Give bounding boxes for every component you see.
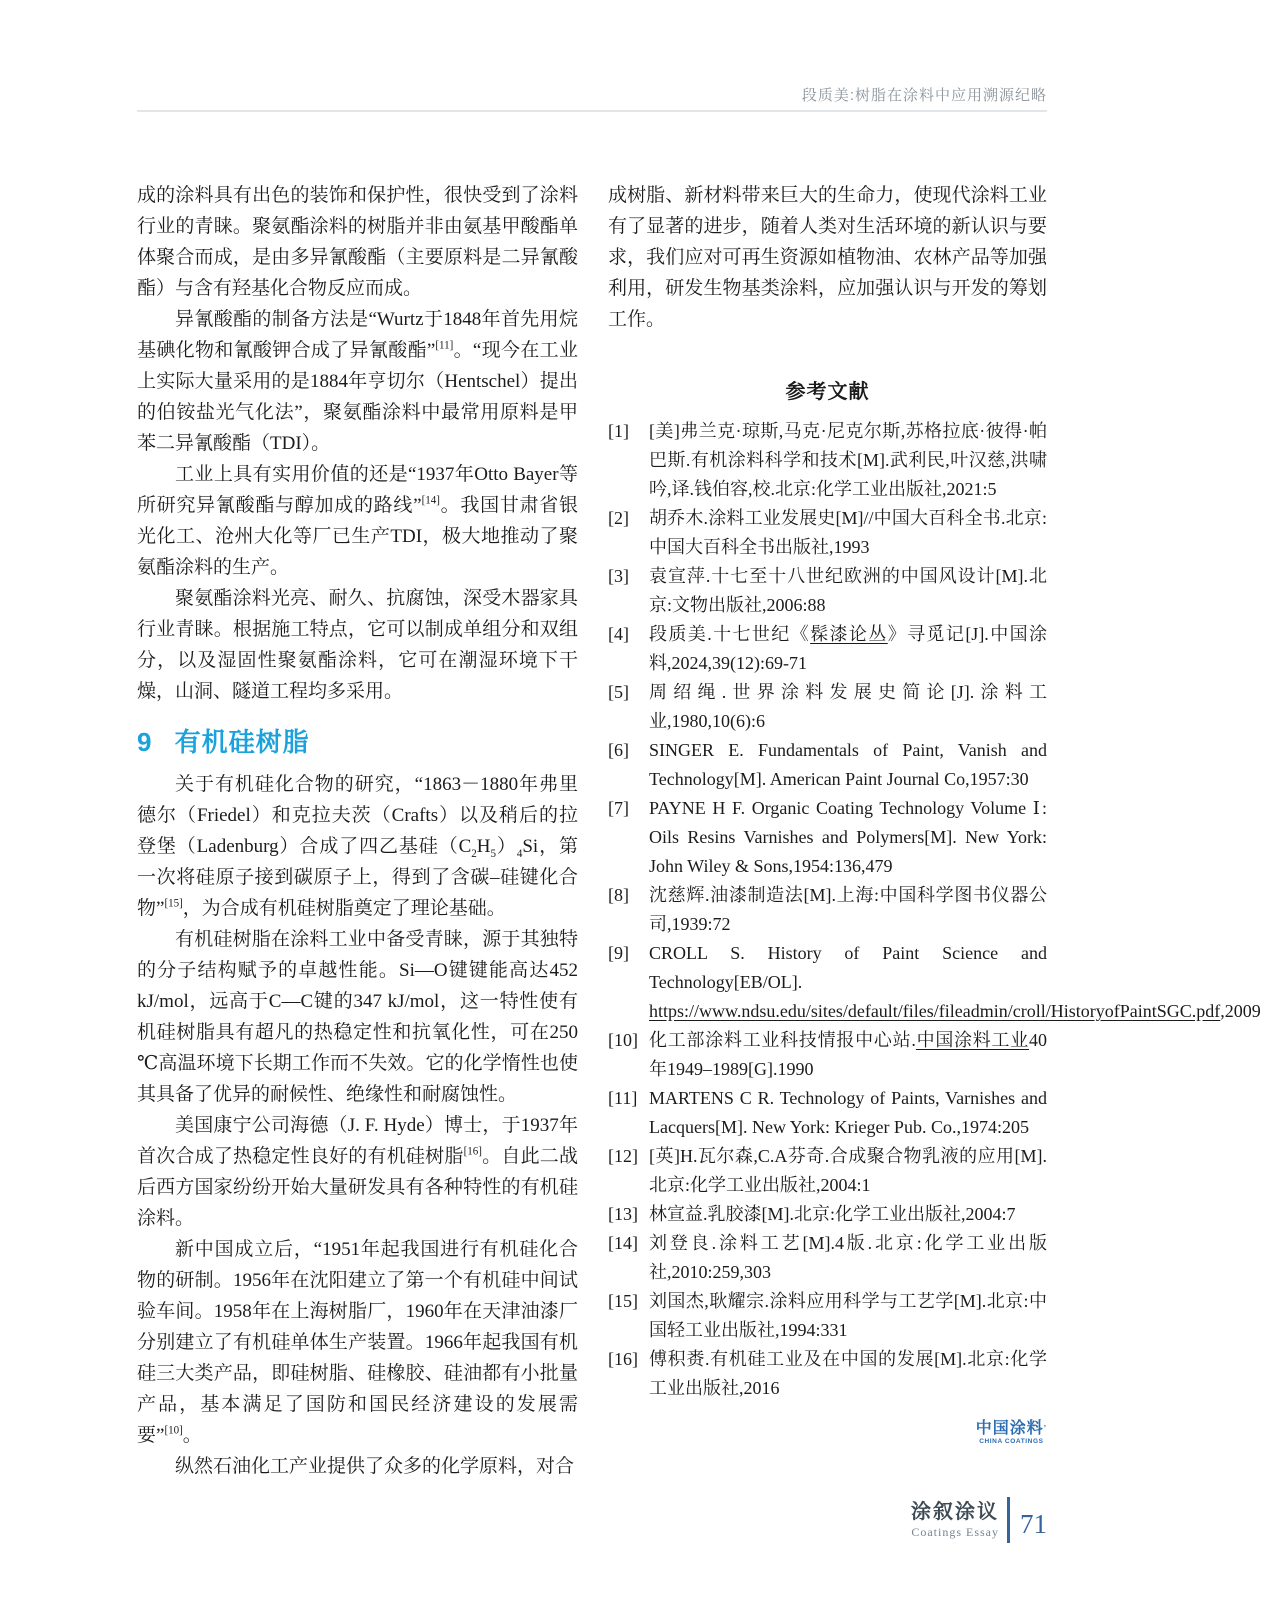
reference-number: [7] [608,798,629,818]
logo-english-text: CHINA COATINGS [979,1438,1044,1445]
china-coatings-logo [976,1421,1047,1447]
section-title: 有机硅树脂 [174,727,310,757]
paragraph: 有机硅树脂在涂料工业中备受青睐，源于其独特的分子结构赋予的卓越性能。Si—O键键能高达452 kJ/mol，远高于C—C键的347 kJ/mol，这一特性使有机硅树脂具有超凡的热稳定性和抗氧化性，可在250 ℃高温环境下长期工作而不失效。它的化学惰性也使其具备了优异的耐候性、绝缘性和耐腐蚀性。 [137,929,578,1105]
reference-item [608,736,1047,794]
reference-text: 袁宣萍.十七至十八世纪欧洲的中国风设计[M].北京:文物出版社,2006:88 [649,566,1047,615]
reference-item [608,1229,1047,1287]
reference-text: [英]H.瓦尔森,C.A芬奇.合成聚合物乳液的应用[M].北京:化学工业出版社,2004:1 [649,1146,1047,1195]
paragraph: 工业上具有实用价值的还是“1937年Otto Bayer等所研究异氰酸酯与醇加成的路线”[14]。我国甘肃省银光化工、沧州大化等厂已生产TDI，极大地推动了聚氨酯涂料的生产。 [137,464,578,578]
reference-item [608,417,1047,504]
reference-item [608,1142,1047,1200]
reference-number: [10] [608,1030,638,1050]
reference-text: 段质美.十七世纪《髹漆论丛》寻觅记[J].中国涂料,2024,39(12):69-71 [649,624,1048,673]
reference-item [608,562,1047,620]
reference-text: SINGER E. Fundamentals of Paint, Vanish and Technology[M]. American Paint Journal Co,1957:30 [649,740,1047,789]
footer-section-name [911,1500,999,1540]
reference-item [608,1345,1047,1403]
reference-item [608,939,1261,1026]
reference-text: MARTENS C R. Technology of Paints, Varnishes and Lacquers[M]. New York: Krieger Pub. Co.,1974:205 [649,1088,1047,1137]
left-column [137,180,578,1482]
reference-item [608,1200,1047,1229]
reference-number: [3] [608,566,629,586]
reference-item [608,881,1047,939]
reference-text: 刘国杰,耿耀宗.涂料应用科学与工艺学[M].北京:中国轻工业出版社,1994:331 [649,1291,1047,1340]
section-heading [137,722,578,759]
reference-text: 胡乔木.涂料工业发展史[M]//中国大百科全书.北京:中国大百科全书出版社,1993 [649,508,1047,557]
reference-number: [4] [608,624,629,644]
reference-text: 化工部涂料工业科技情报中心站.中国涂料工业40年1949–1989[G].1990 [649,1030,1048,1079]
paragraph: 关于有机硅化合物的研究，“1863－1880年弗里德尔（Friedel）和克拉夫茨（Crafts）以及稍后的拉登堡（Ladenburg）合成了四乙基硅$(C_2H_5)_4Si$，第一次将硅原子接到碳原子上，得到了含碳–硅键化合物”[15]，为合成有机硅树脂奠定了理论基础。 [137,774,578,919]
reference-number: [9] [608,943,629,963]
reference-text: 刘登良.涂料工艺[M].4版.北京:化学工业出版社,2010:259,303 [649,1233,1047,1282]
references-title: 参考文献 [785,381,870,403]
reference-number: [13] [608,1204,638,1224]
logo-chinese-text [976,1421,1047,1437]
reference-number: [6] [608,740,629,760]
reference-number: [16] [608,1349,638,1369]
reference-number: [14] [608,1233,638,1253]
reference-text: 傅积赉.有机硅工业及在中国的发展[M].北京:化学工业出版社,2016 [649,1349,1047,1398]
reference-text: 周绍绳.世界涂料发展史简论[J].涂料工业,1980,10(6):6 [649,682,1047,731]
logo-cn-label: 中国涂料 [975,1420,1044,1437]
running-header-title: 段质美:树脂在涂料中应用溯源纪略 [801,87,1047,104]
reference-item [608,1026,1047,1084]
right-column [608,180,1261,1482]
reference-number: [1] [608,421,629,441]
paragraph: 成的涂料具有出色的装饰和保护性，很快受到了涂料行业的青睐。聚氨酯涂料的树脂并非由氨基甲酸酯单体聚合而成，是由多异氰酸酯（主要原料是二异氰酸酯）与含有羟基化合物反应而成。 [137,185,578,299]
footer-section-english: Coatings Essay [911,1525,999,1539]
reference-number: [8] [608,885,629,905]
content-columns [137,180,1261,1482]
reference-number: [2] [608,508,629,528]
reference-number: [11] [608,1088,638,1108]
paragraph: 异氰酸酯的制备方法是“Wurtz于1848年首先用烷基碘化物和氰酸钾合成了异氰酸酯”[11]。“现今在工业上实际大量采用的是1884年亨切尔（Hentschel）提出的伯铵盐光气化法”，聚氨酯涂料中最常用原料是甲苯二异氰酸酯（TDI）。 [137,309,578,454]
reference-text: 沈慈辉.油漆制造法[M].上海:中国科学图书仪器公司,1939:72 [649,885,1047,934]
reference-text: [美]弗兰克·琼斯,马克·尼克尔斯,苏格拉底·彼得·帕巴斯.有机涂料科学和技术[M].武利民,叶汉慈,洪啸吟,译.钱伯容,校.北京:化学工业出版社,2021:5 [649,421,1047,499]
reference-number: [5] [608,682,629,702]
paragraph: 美国康宁公司海德（J. F. Hyde）博士，于1937年首次合成了热稳定性良好的有机硅树脂[16]。自此二战后西方国家纷纷开始大量研发具有各种特性的有机硅涂料。 [137,1115,578,1229]
reference-text: 林宣益.乳胶漆[M].北京:化学工业出版社,2004:7 [649,1204,1016,1224]
reference-item [608,1287,1047,1345]
reference-item [608,1084,1047,1142]
reference-item [608,794,1047,881]
reference-number: [15] [608,1291,638,1311]
header-rule [137,110,1047,112]
paragraph: 纵然石油化工产业提供了众多的化学原料，对合 [175,1456,575,1477]
reference-item [608,620,1047,678]
reference-item [608,504,1047,562]
reference-item [608,678,1047,736]
paragraph: 成树脂、新材料带来巨大的生命力，使现代涂料工业有了显著的进步，随着人类对生活环境的新认识与要求，我们应对可再生资源如植物油、农林产品等加强利用，研发生物基类涂料，应加强认识与开发的筹划工作。 [608,185,1047,330]
reference-text: PAYNE H F. Organic Coating Technology Volume Ⅰ: Oils Resins Varnishes and Polymers[M]. New York: John Wiley & Sons,1954:136,479 [649,798,1047,876]
footer-divider-bar [1007,1497,1010,1543]
paragraph: 新中国成立后，“1951年起我国进行有机硅化合物的研制。1956年在沈阳建立了第一个有机硅中间试验车间。1958年在上海树脂厂，1960年在天津油漆厂分别建立了有机硅单体生产装置。1966年起我国有机硅三大类产品，即硅树脂、硅橡胶、硅油都有小批量产品，基本满足了国防和国民经济建设的发展需要”[10]。 [137,1239,578,1446]
logo-trademark-tick: ’ [1043,1424,1047,1433]
reference-number: [12] [608,1146,638,1166]
page-footer [911,1497,1047,1543]
reference-text: CROLL S. History of Paint Science and Technology[EB/OL]. https://www.ndsu.edu/sites/default/files/fileadmin/croll/HistoryofPaintSGC.pdf,2009 [649,943,1261,1021]
page-number: 71 [1020,1508,1047,1539]
section-number: 9 [137,727,153,757]
footer-section-chinese: 涂叙涂议 [911,1501,999,1523]
paragraph: 聚氨酯涂料光亮、耐久、抗腐蚀，深受木器家具行业青睐。根据施工特点，它可以制成单组分和双组分，以及湿固性聚氨酯涂料，它可在潮湿环境下干燥，山洞、隧道工程均多采用。 [137,588,578,702]
